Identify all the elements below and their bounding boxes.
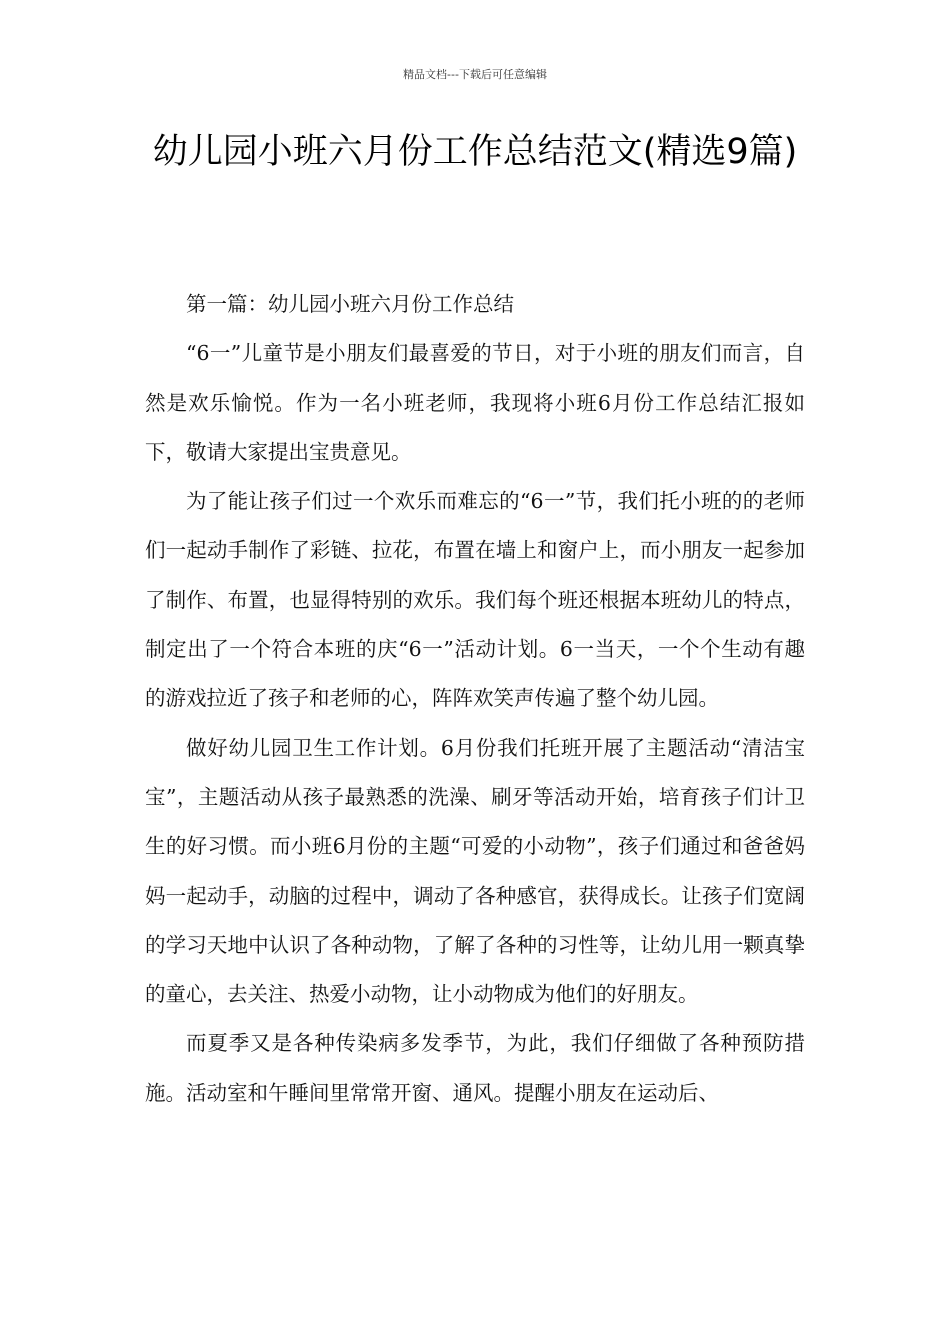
page-title: 幼儿园小班六月份工作总结范文(精选9篇)	[152, 132, 798, 172]
paragraph: 做好幼儿园卫生工作计划。6月份我们托班开展了主题活动“清洁宝宝”，主题活动从孩子最熟悉的洗澡、刷牙等活动开始，培育孩子们计卫生的好习惯。而小班6月份的主题“可爱的小动物”，孩子们通过和爸爸妈妈一起动手，动脑的过程中，调动了各种感官，获得成长。让孩子们宽阔的学习天地中认识了各种动物，了解了各种的习性等，让幼儿用一颗真挚的童心，去关注、热爱小动物，让小动物成为他们的好朋友。	[145, 735, 805, 1007]
document-body	[145, 280, 805, 1118]
header-note: 精品文档---下载后可任意编辑	[403, 68, 547, 81]
paragraph: 而夏季又是各种传染病多发季节，为此，我们仔细做了各种预防措施。活动室和午睡间里常常开窗、通风。提醒小朋友在运动后、	[145, 1031, 805, 1105]
paragraph: 为了能让孩子们过一个欢乐而难忘的“6一”节，我们托小班的的老师们一起动手制作了彩链、拉花，布置在墙上和窗户上，而小朋友一起参加了制作、布置，也显得特别的欢乐。我们每个班还根据本班幼儿的特点，制定出了一个符合本班的庆“6一”活动计划。6一当天，一个个生动有趣的游戏拉近了孩子和老师的心，阵阵欢笑声传遍了整个幼儿园。	[145, 489, 805, 711]
paragraph: “6一”儿童节是小朋友们最喜爱的节日，对于小班的朋友们而言，自然是欢乐愉悦。作为一名小班老师，我现将小班6月份工作总结汇报如下，敬请大家提出宝贵意见。	[145, 341, 805, 464]
section-heading: 第一篇：幼儿园小班六月份工作总结	[186, 292, 514, 316]
